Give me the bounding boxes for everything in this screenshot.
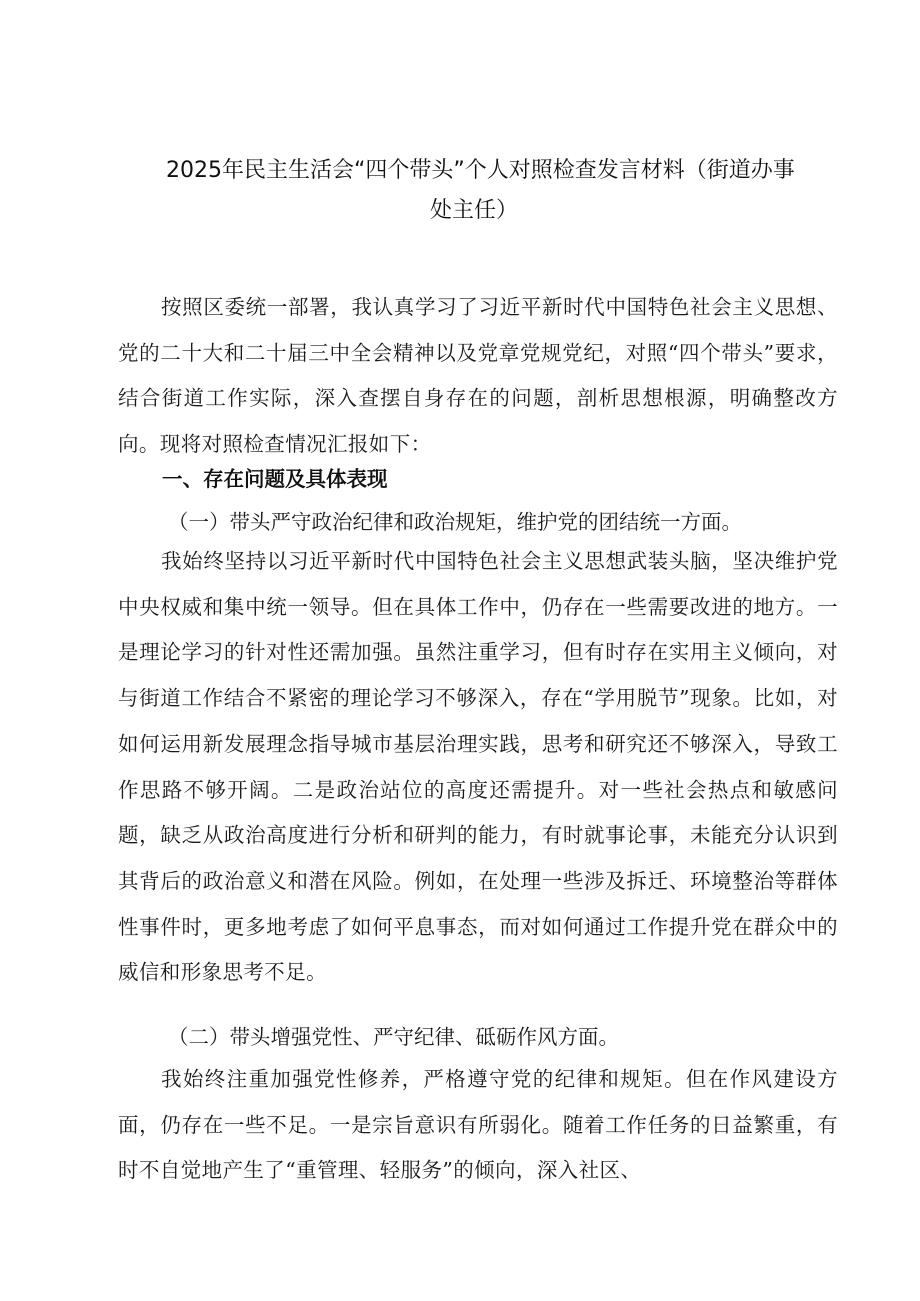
subsection-1-paragraph: 我始终坚持以习近平新时代中国特色社会主义思想武装头脑，坚决维护党中央权威和集中统一领导。但在具体工作中，仍存在一些需要改进的地方。一是理论学习的针对性还需加强。虽然注重学习，但有时存在实用主义倾向，对与街道工作结合不紧密的理论学习不够深入，存在“学用脱节”现象。比如，对如何运用新发展理念指导城市基层治理实践，思考和研究还不够深入，导致工作思路不够开阔。二是政治站位的高度还需提升。对一些社会热点和敏感问题，缺乏从政治高度进行分析和研判的能力，有时就事论事，未能充分认识到其背后的政治意义和潜在风险。例如，在处理一些涉及拆迁、环境整治等群体性事件时，更多地考虑了如何平息事态，而对如何通过工作提升党在群众中的威信和形象思考不足。: [118, 549, 838, 985]
intro-paragraph: 按照区委统一部署，我认真学习了习近平新时代中国特色社会主义思想、党的二十大和二十届三中全会精神以及党章党规党纪，对照“四个带头”要求，结合街道工作实际，深入查摆自身存在的问题，剖析思想根源，明确整改方向。现将对照检查情况汇报如下：: [118, 295, 838, 457]
subsection-2-paragraph: 我始终注重加强党性修养，严格遵守党的纪律和规矩。但在作风建设方面，仍存在一些不足。一是宗旨意识有所弱化。随着工作任务的日益繁重，有时不自觉地产生了“重管理、轻服务”的倾向，深入社区、: [118, 1067, 838, 1183]
section-heading-1: 一、存在问题及具体表现: [162, 467, 388, 491]
subsection-heading-2: （二）带头增强党性、严守纪律、砥砺作风方面。: [168, 1025, 619, 1049]
document-title: [166, 151, 846, 231]
title-line-1: 2025年民主生活会“四个带头”个人对照检查发言材料（街道办事: [166, 158, 795, 183]
title-line-2: 处主任）: [430, 198, 519, 223]
subsection-heading-1: （一）带头严守政治纪律和政治规矩，维护党的团结统一方面。: [168, 510, 742, 534]
